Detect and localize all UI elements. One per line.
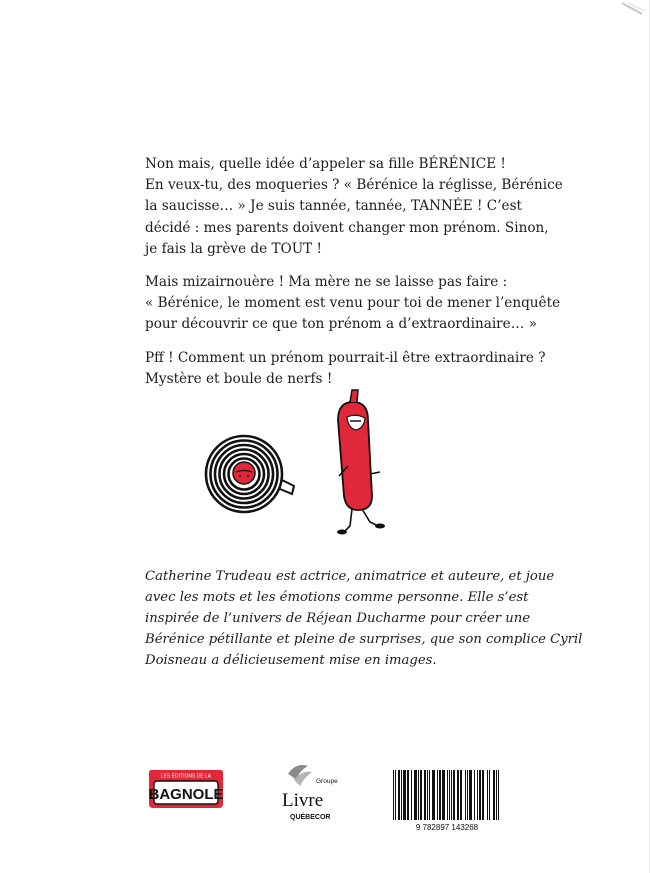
barcode-bar xyxy=(398,770,399,820)
barcode-bar xyxy=(453,770,454,820)
blurb-line: Mais mizairnouère ! Ma mère ne se laisse pas faire : xyxy=(145,274,508,291)
illustration xyxy=(200,388,460,538)
barcode-bar xyxy=(494,770,495,820)
groupe-logo-sub: QUÉBECOR xyxy=(290,814,331,821)
bagnole-logo-small: LES ÉDITIONS DE LA xyxy=(160,773,212,780)
barcode-bar xyxy=(403,770,404,820)
bio-line: Bérénice pétillante et pleine de surprises, que son complice Cyril xyxy=(145,632,583,647)
barcode-bar xyxy=(427,770,428,820)
barcode-bar xyxy=(443,770,444,820)
barcode-bar xyxy=(479,770,480,820)
barcode-bar xyxy=(493,770,494,820)
bagnole-logo xyxy=(147,764,225,812)
barcode-bar xyxy=(399,770,400,820)
bio-line: inspirée de l’univers de Réjean Ducharme pour créer une xyxy=(145,611,530,626)
barcode-bar xyxy=(401,770,402,820)
barcode-bar xyxy=(451,770,452,820)
barcode xyxy=(393,770,501,832)
barcode-bar xyxy=(470,770,471,820)
barcode-bar xyxy=(415,770,416,820)
barcode-bar xyxy=(480,770,481,820)
barcode-bar xyxy=(454,770,455,820)
barcode-bar xyxy=(418,770,419,820)
barcode-bar xyxy=(442,770,443,820)
barcode-bars xyxy=(393,770,499,820)
blurb-line: je fais la grève de TOUT ! xyxy=(145,240,323,257)
barcode-bar xyxy=(460,770,461,820)
blurb-line: Non mais, quelle idée d’appeler sa fille BÉRÉNICE ! xyxy=(145,156,506,172)
blurb-paragraph-2 xyxy=(145,272,561,336)
barcode-bar xyxy=(465,770,466,820)
barcode-bar xyxy=(416,770,417,820)
barcode-bar xyxy=(440,770,441,820)
barcode-bar xyxy=(429,770,430,820)
barcode-bar xyxy=(420,770,421,820)
barcode-bar xyxy=(458,770,459,820)
licorice-wheel-illustration xyxy=(206,436,294,512)
barcode-bar xyxy=(421,770,422,820)
groupe-livre-quebecor-logo xyxy=(278,760,348,824)
back-cover-blurb xyxy=(145,154,563,402)
barcode-bar xyxy=(411,770,412,820)
barcode-bar xyxy=(477,770,478,820)
blurb-line: décidé : mes parents doivent changer mon prénom. Sinon, xyxy=(145,219,549,236)
barcode-bar xyxy=(487,770,488,820)
barcode-bar xyxy=(414,770,415,820)
barcode-bar xyxy=(444,770,445,820)
barcode-bar xyxy=(482,770,483,820)
barcode-bar xyxy=(407,770,408,820)
bio-line: Doisneau a délicieusement mise en images. xyxy=(145,653,437,668)
barcode-bar xyxy=(432,770,433,820)
barcode-bar xyxy=(425,770,426,820)
barcode-bar xyxy=(469,770,470,820)
barcode-bar xyxy=(457,770,458,820)
barcode-bar xyxy=(437,770,438,820)
barcode-bar xyxy=(395,770,396,820)
barcode-bar xyxy=(496,770,497,820)
blurb-line: « Bérénice, le moment est venu pour toi de mener l’enquête xyxy=(145,295,561,312)
blurb-line: En veux-tu, des moqueries ? « Bérénice la réglisse, Bérénice xyxy=(145,177,563,194)
bagnole-logo-name: BAGNOLE xyxy=(148,786,224,803)
barcode-bar xyxy=(471,770,472,820)
barcode-bar xyxy=(393,770,394,820)
barcode-bar xyxy=(461,770,462,820)
blurb-line: Pff ! Comment un prénom pourrait-il être extraordinaire ? xyxy=(145,349,546,366)
groupe-logo-name: Livre xyxy=(282,790,324,811)
blurb-paragraph-3 xyxy=(145,348,546,390)
barcode-bar xyxy=(498,770,499,820)
barcode-bar xyxy=(434,770,435,820)
groupe-logo-top: Groupe xyxy=(316,778,338,785)
bio-line: Catherine Trudeau est actrice, animatrice et auteure, et joue xyxy=(145,569,555,584)
barcode-bar xyxy=(404,770,405,820)
blurb-line: pour découvrir ce que ton prénom a d’extraordinaire… » xyxy=(145,316,537,333)
corner-scuff xyxy=(620,2,646,16)
blurb-line: Mystère et boule de nerfs ! xyxy=(145,370,333,387)
bio-line: avec les mots et les émotions comme personne. Elle s’est xyxy=(145,590,529,605)
barcode-bar xyxy=(408,770,409,820)
barcode-bar xyxy=(483,770,484,820)
barcode-bar xyxy=(447,770,448,820)
barcode-bar xyxy=(449,770,450,820)
author-bio xyxy=(145,566,583,671)
barcode-bar xyxy=(467,770,468,820)
barcode-bar xyxy=(489,770,490,820)
barcode-digits: 9 782897 143268 xyxy=(415,823,479,832)
blurb-line: la saucisse… » Je suis tannée, tannée, TANNÉE ! C’est xyxy=(145,198,523,215)
barcode-bar xyxy=(424,770,425,820)
blurb-paragraph-1 xyxy=(145,154,563,260)
sausage-character-illustration xyxy=(337,390,385,535)
barcode-bar xyxy=(474,770,475,820)
barcode-bar xyxy=(433,770,434,820)
barcode-bar xyxy=(405,770,406,820)
barcode-bar xyxy=(439,770,440,820)
